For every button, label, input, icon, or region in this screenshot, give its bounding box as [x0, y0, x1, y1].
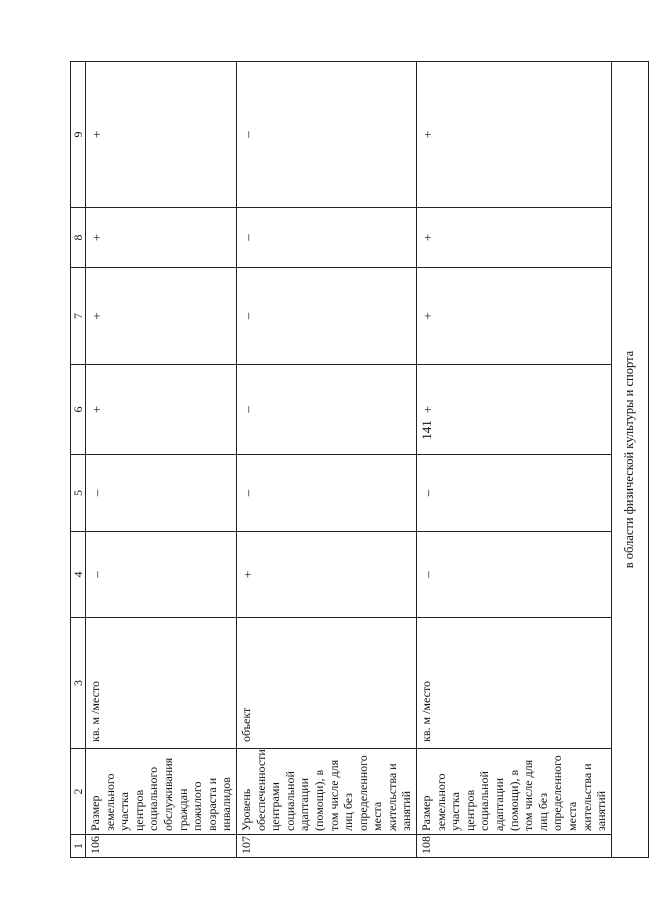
table-row: [86, 62, 237, 858]
mark-cell: +: [417, 268, 612, 365]
unit-cell: объект: [236, 618, 416, 749]
header-cell: 6: [71, 365, 86, 455]
header-row: [71, 62, 86, 858]
header-cell: 5: [71, 455, 86, 532]
mark-cell: +: [86, 365, 237, 455]
table-sheet: [70, 62, 637, 858]
indicator-name: Размер земельного участка центров социальной адаптации (помощи), в том числе для лиц без определенного места жительства и занятий: [417, 749, 612, 835]
unit-cell: кв. м /место: [417, 618, 612, 749]
page-number: 141: [419, 420, 434, 440]
table-row: [417, 62, 612, 858]
indicator-name: Уровень обеспеченности центрами социальной адаптации (помощи), в том числе для лиц без определенного места жительства и занятий: [236, 749, 416, 835]
mark-cell: +: [86, 62, 237, 208]
indicator-name: Размер земельного участка центров социального обслуживания граждан пожилого возраста и инвалидов: [86, 749, 237, 835]
mark-cell: –: [417, 532, 612, 618]
mark-cell: –: [236, 62, 416, 208]
table-row: [236, 62, 416, 858]
header-cell: 2: [71, 749, 86, 835]
section-row: [611, 62, 648, 858]
rotated-table-frame: [70, 62, 637, 858]
mark-cell: –: [236, 268, 416, 365]
header-cell: 7: [71, 268, 86, 365]
mark-cell: +: [417, 62, 612, 208]
indicators-table: [70, 61, 649, 858]
mark-cell: +: [417, 365, 612, 455]
row-number: 106.: [86, 835, 237, 858]
header-cell: 8: [71, 208, 86, 268]
mark-cell: +: [86, 208, 237, 268]
section-title: в области физической культуры и спорта: [611, 62, 648, 858]
mark-cell: –: [417, 455, 612, 532]
mark-cell: +: [417, 208, 612, 268]
mark-cell: –: [86, 455, 237, 532]
mark-cell: –: [236, 208, 416, 268]
unit-cell: кв. м /место: [86, 618, 237, 749]
row-number: 108.: [417, 835, 612, 858]
header-cell: 1: [71, 835, 86, 858]
header-cell: 9: [71, 62, 86, 208]
mark-cell: –: [86, 532, 237, 618]
mark-cell: –: [236, 455, 416, 532]
mark-cell: +: [86, 268, 237, 365]
header-cell: 3: [71, 618, 86, 749]
row-number: 107.: [236, 835, 416, 858]
mark-cell: +: [236, 532, 416, 618]
mark-cell: –: [236, 365, 416, 455]
header-cell: 4: [71, 532, 86, 618]
